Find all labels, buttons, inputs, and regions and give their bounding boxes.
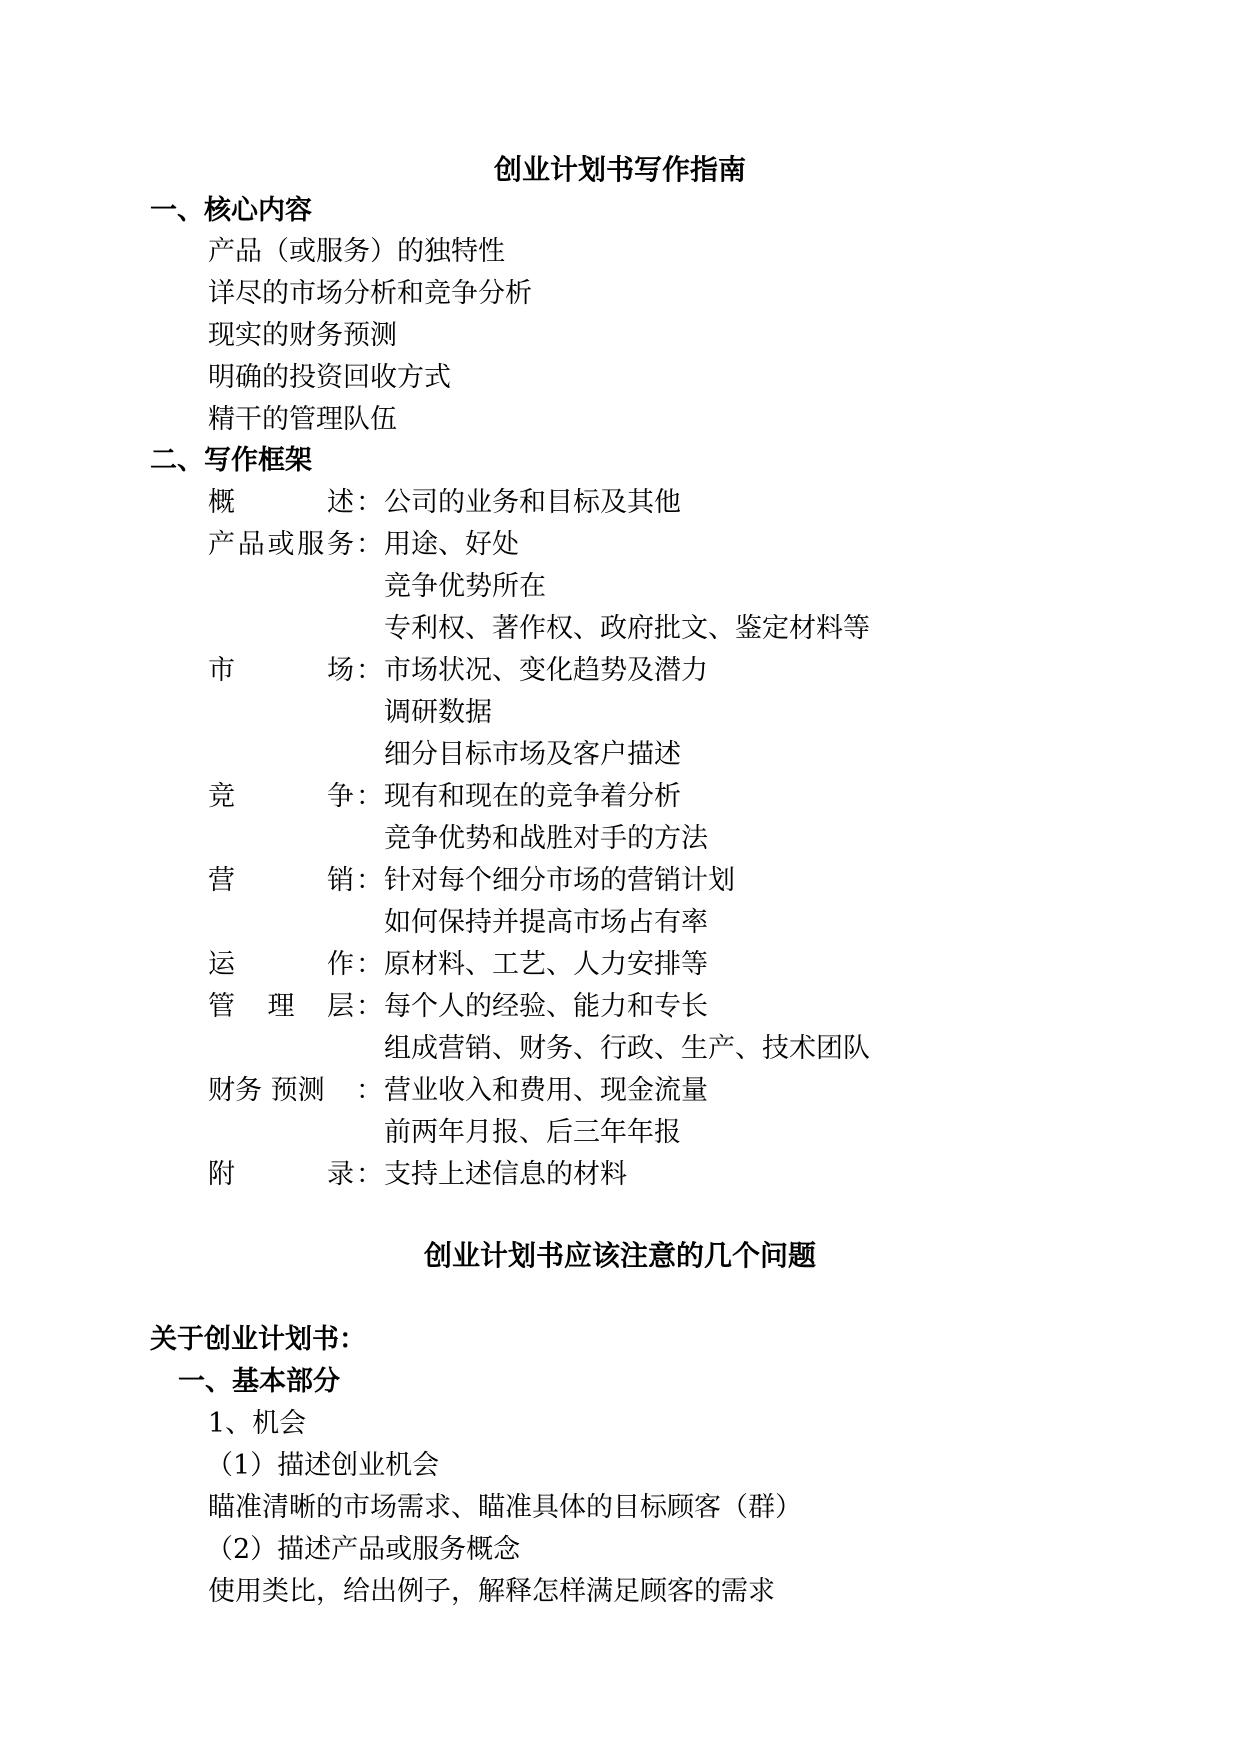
framework-value: 组成营销、财务、行政、生产、技术团队 bbox=[384, 1033, 870, 1064]
framework-colon: ： bbox=[356, 991, 383, 1022]
framework-label: 运作 bbox=[208, 949, 354, 980]
framework-label: 产品或服务 bbox=[208, 529, 354, 560]
core-item: 详尽的市场分析和竞争分析 bbox=[208, 278, 532, 309]
framework-colon: ： bbox=[356, 529, 383, 560]
framework-value: 营业收入和费用、现金流量 bbox=[384, 1075, 708, 1106]
framework-value: 细分目标市场及客户描述 bbox=[384, 739, 681, 770]
framework-label: 市场 bbox=[208, 655, 354, 686]
second-title: 创业计划书应该注意的几个问题 bbox=[423, 1239, 816, 1272]
framework-label: 财务 预测 bbox=[208, 1075, 325, 1106]
framework-value: 公司的业务和目标及其他 bbox=[384, 487, 681, 518]
section-heading-framework: 二、写作框架 bbox=[150, 445, 312, 476]
framework-colon: ： bbox=[356, 1075, 383, 1106]
body-line: 使用类比，给出例子，解释怎样满足顾客的需求 bbox=[208, 1576, 775, 1607]
framework-value: 如何保持并提高市场占有率 bbox=[384, 907, 708, 938]
framework-colon: ： bbox=[356, 865, 383, 896]
framework-value: 现有和现在的竞争着分析 bbox=[384, 781, 681, 812]
framework-value: 前两年月报、后三年年报 bbox=[384, 1117, 681, 1148]
framework-value: 每个人的经验、能力和专长 bbox=[384, 991, 708, 1022]
body-line: 1、机会 bbox=[208, 1408, 307, 1439]
framework-colon: ： bbox=[356, 487, 383, 518]
document-title: 创业计划书写作指南 bbox=[493, 153, 746, 186]
framework-value: 竞争优势和战胜对手的方法 bbox=[384, 823, 708, 854]
framework-label: 营销 bbox=[208, 865, 354, 896]
framework-value: 专利权、著作权、政府批文、鉴定材料等 bbox=[384, 613, 870, 644]
framework-label: 概述 bbox=[208, 487, 354, 518]
body-line: （1）描述创业机会 bbox=[206, 1450, 440, 1481]
framework-value: 竞争优势所在 bbox=[384, 571, 546, 602]
framework-value: 针对每个细分市场的营销计划 bbox=[384, 865, 735, 896]
framework-colon: ： bbox=[356, 1159, 383, 1190]
intro-heading: 关于创业计划书： bbox=[150, 1324, 366, 1355]
framework-label: 附录 bbox=[208, 1159, 354, 1190]
framework-colon: ： bbox=[356, 781, 383, 812]
framework-colon: ： bbox=[356, 949, 383, 980]
section-heading-core: 一、核心内容 bbox=[150, 195, 312, 226]
framework-label: 竞争 bbox=[208, 781, 354, 812]
core-item: 精干的管理队伍 bbox=[208, 404, 397, 435]
body-line: （2）描述产品或服务概念 bbox=[206, 1534, 521, 1565]
basic-part-heading: 一、基本部分 bbox=[178, 1366, 340, 1397]
core-item: 现实的财务预测 bbox=[208, 320, 397, 351]
framework-value: 支持上述信息的材料 bbox=[384, 1159, 627, 1190]
framework-value: 市场状况、变化趋势及潜力 bbox=[384, 655, 708, 686]
framework-colon: ： bbox=[356, 655, 383, 686]
body-line: 瞄准清晰的市场需求、瞄准具体的目标顾客（群） bbox=[208, 1492, 802, 1523]
core-item: 产品（或服务）的独特性 bbox=[208, 236, 505, 267]
framework-value: 用途、好处 bbox=[384, 529, 519, 560]
core-item: 明确的投资回收方式 bbox=[208, 362, 451, 393]
framework-label: 管理层 bbox=[208, 991, 354, 1022]
framework-value: 调研数据 bbox=[384, 697, 492, 728]
framework-value: 原材料、工艺、人力安排等 bbox=[384, 949, 708, 980]
